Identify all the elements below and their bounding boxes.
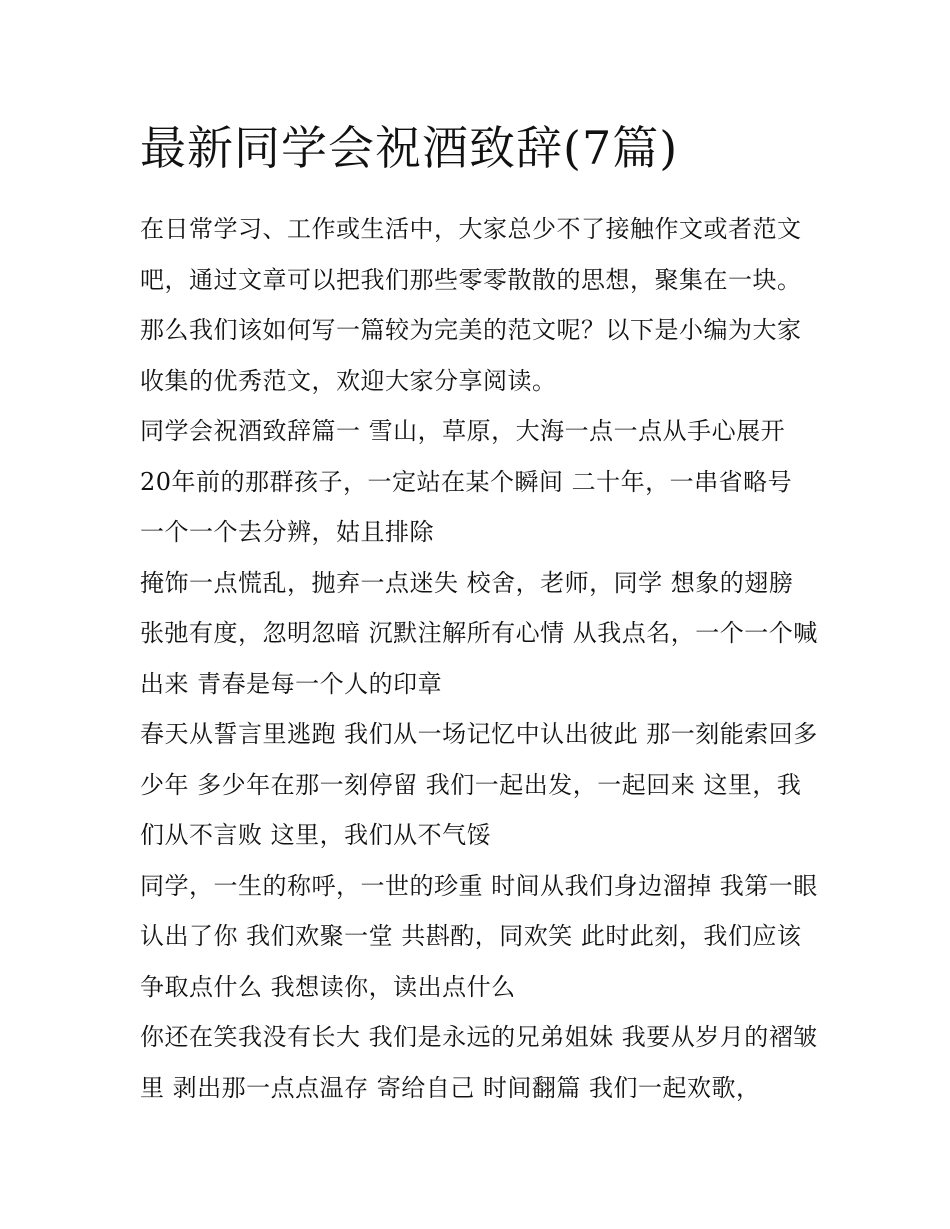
document-page [140,112,820,1113]
body-paragraph: 掩饰一点慌乱，抛弃一点迷失 校舍，老师，同学 想象的翅膀 张弛有度，忽明忽暗 沉默注解所有心情 从我点名，一个一个喊出来 青春是每一个人的印章 [140,568,818,698]
intro-paragraph: 在日常学习、工作或生活中，大家总少不了接触作文或者范文吧，通过文章可以把我们那些零零散散的思想，聚集在一块。那么我们该如何写一篇较为完美的范文呢？以下是小编为大家收集的优秀范文，欢迎大家分享阅读。 [140,215,802,395]
body-paragraph: 春天从誓言里逃跑 我们从一场记忆中认出彼此 那一刻能索回多少年 多少年在那一刻停留 我们一起出发，一起回来 这里，我们从不言败 这里，我们从不气馁 [140,720,818,849]
body-paragraph: 你还在笑我没有长大 我们是永远的兄弟姐妹 我要从岁月的褶皱里 剥出那一点点温存 寄给自己 时间翻篇 我们一起欢歌， [140,1023,818,1102]
body-paragraph: 同学会祝酒致辞篇一 雪山，草原，大海一点一点从手心展开 20年前的那群孩子，一定站在某个瞬间 二十年，一串省略号 一个一个去分辨，姑且排除 [140,417,793,546]
document-body [140,204,820,1113]
body-paragraph: 同学，一生的称呼，一世的珍重 时间从我们身边溜掉 我第一眼认出了你 我们欢聚一堂 共斟酌，同欢笑 此时此刻，我们应该争取点什么 我想读你，读出点什么 [140,871,818,1001]
document-title: 最新同学会祝酒致辞(7篇) [140,121,679,175]
